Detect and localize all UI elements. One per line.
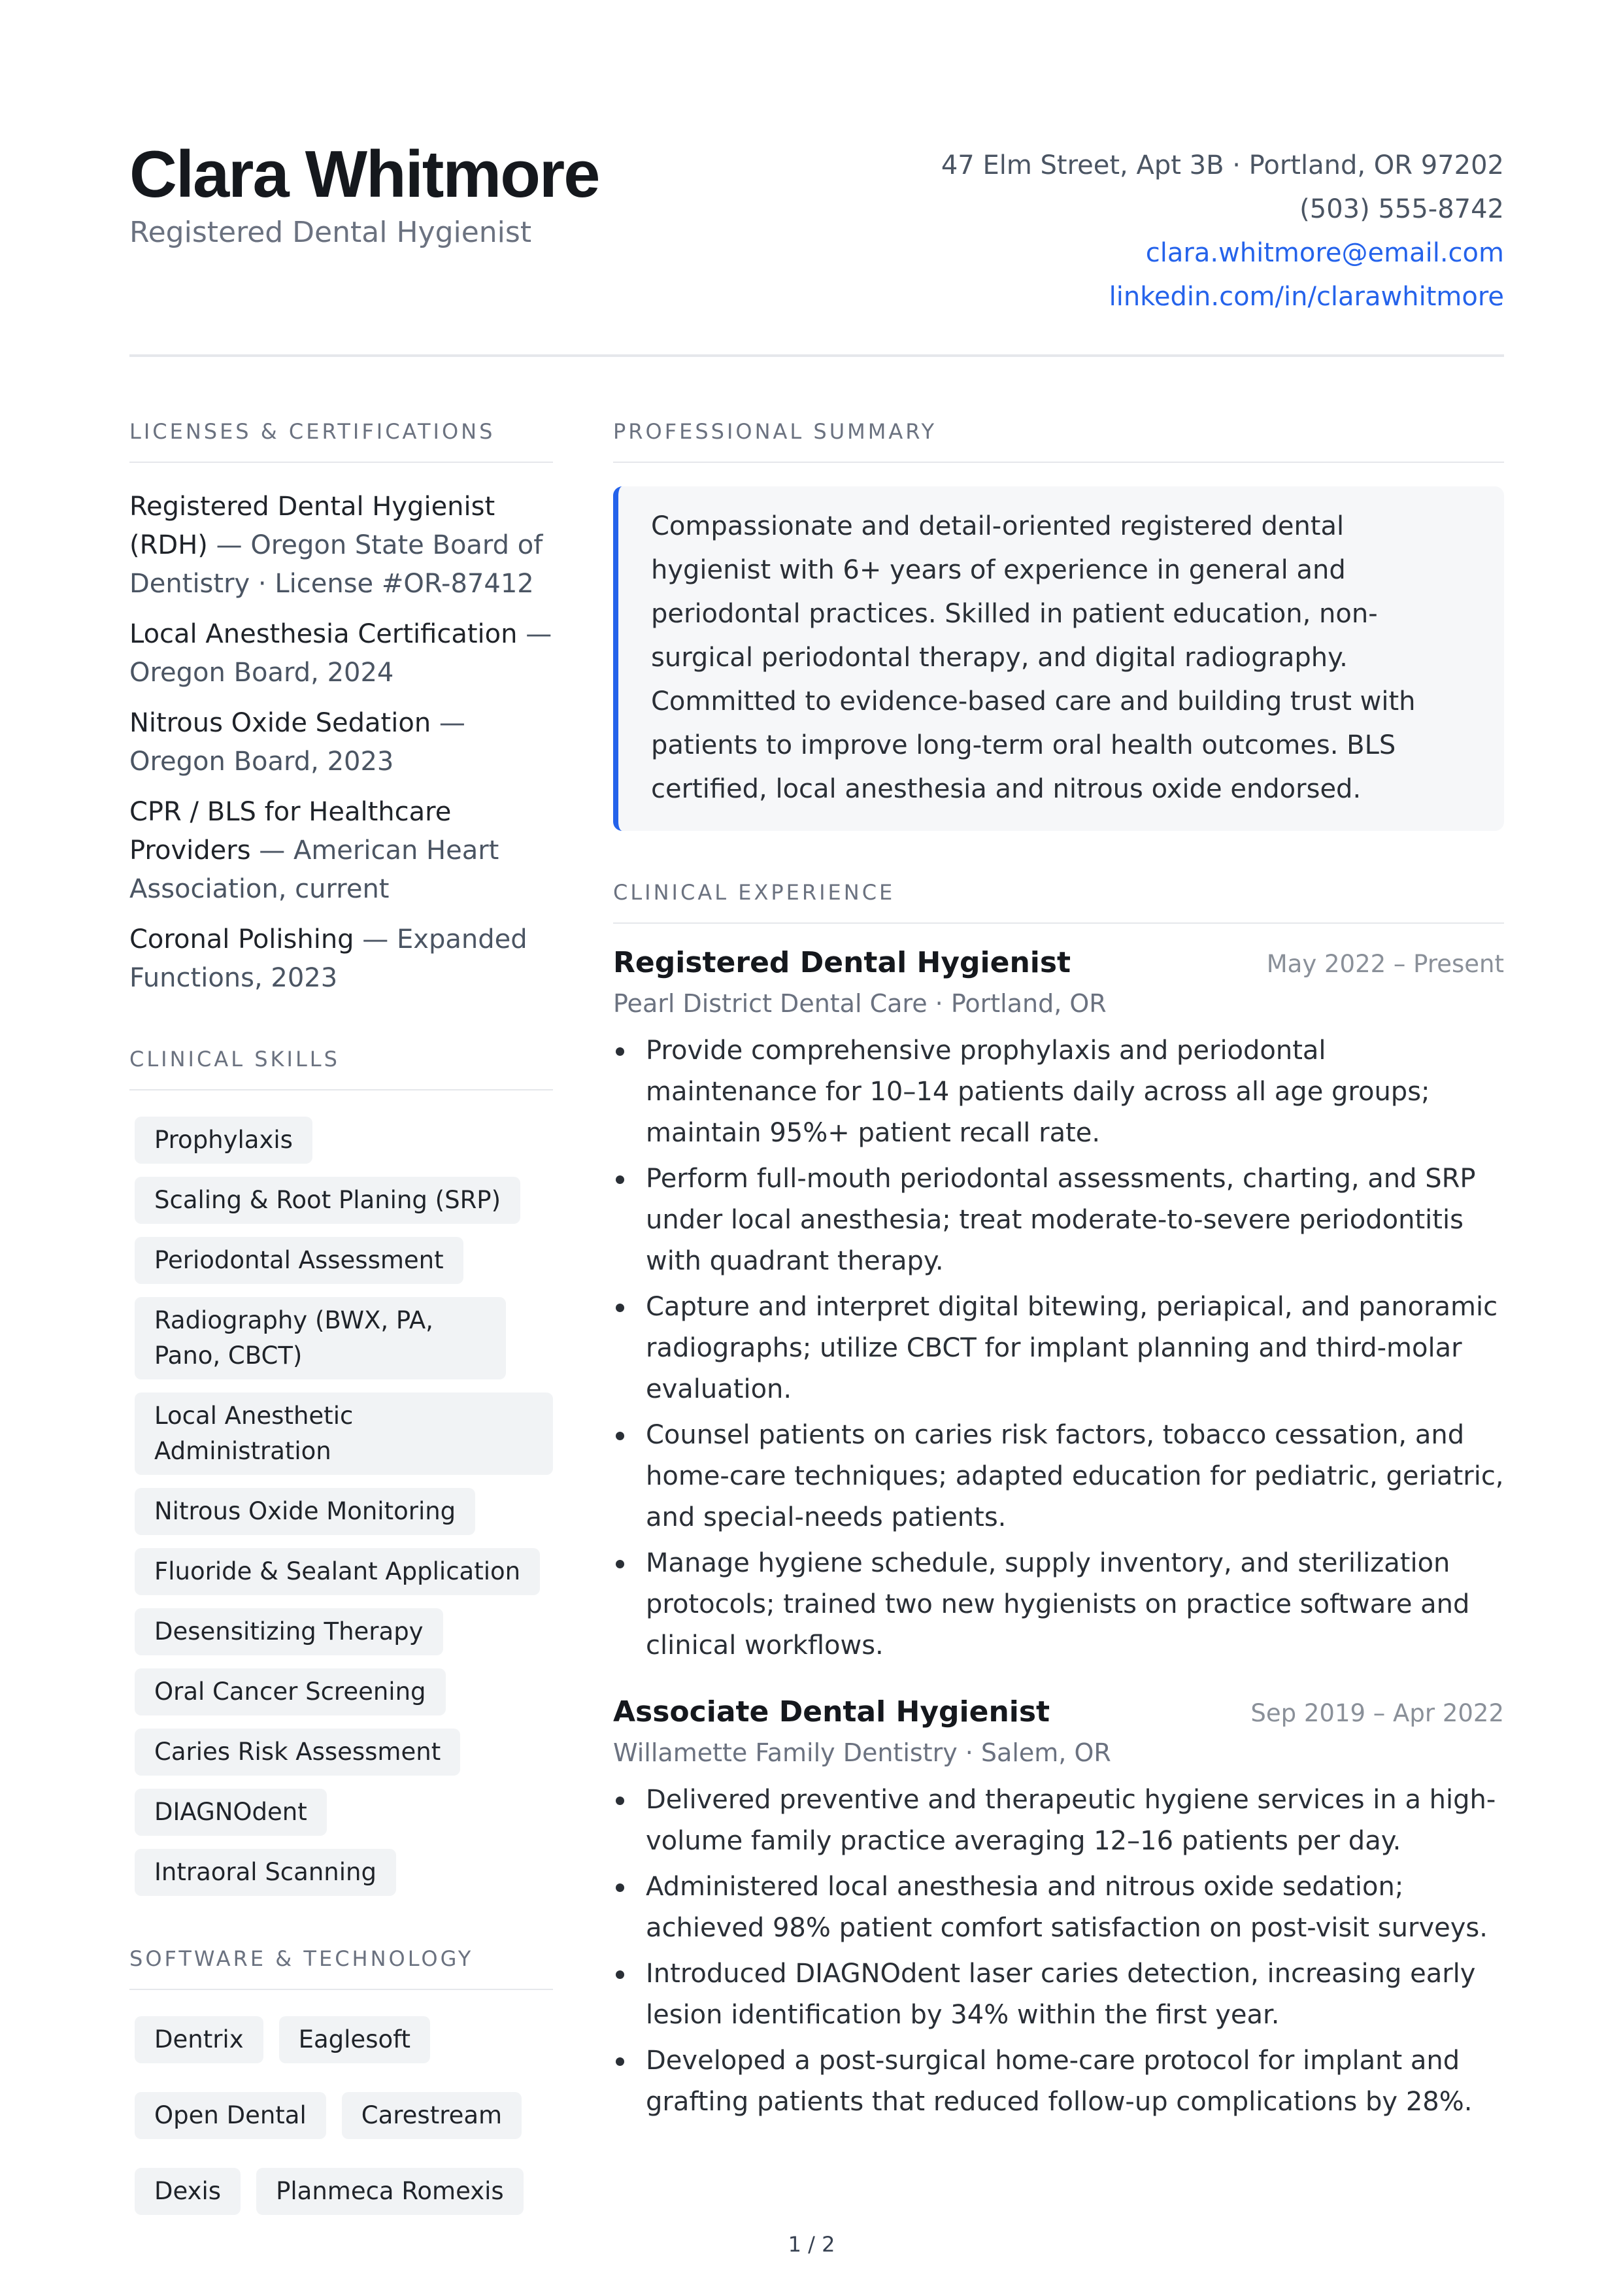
skill-chip: Periodontal Assessment bbox=[135, 1237, 463, 1284]
job-dates: Sep 2019 – Apr 2022 bbox=[1250, 1699, 1504, 1727]
software-chip: Open Dental bbox=[135, 2092, 326, 2139]
skill-chip: Intraoral Scanning bbox=[135, 1849, 396, 1896]
experience-heading: CLINICAL EXPERIENCE bbox=[613, 879, 1504, 924]
resume-page bbox=[129, 0, 1504, 2296]
email-link[interactable]: clara.whitmore@email.com bbox=[1145, 238, 1504, 268]
linkedin-link[interactable]: linkedin.com/in/clarawhitmore bbox=[1109, 282, 1504, 312]
license-item: Local Anesthesia Certification — Oregon Board, 2024 bbox=[129, 619, 552, 688]
skill-chip: Fluoride & Sealant Application bbox=[135, 1548, 540, 1595]
right-column bbox=[613, 418, 1504, 2127]
software-list bbox=[129, 2016, 553, 2215]
license-item: Coronal Polishing — Expanded Functions, 2023 bbox=[129, 924, 527, 993]
job-dates: May 2022 – Present bbox=[1266, 950, 1504, 978]
software-chip: Eaglesoft bbox=[279, 2016, 430, 2063]
address: 47 Elm Street, Apt 3B · Portland, OR 97202 bbox=[941, 150, 1504, 180]
job-title: Registered Dental Hygienist bbox=[613, 946, 1071, 979]
software-chip: Dentrix bbox=[135, 2016, 263, 2063]
software-heading: SOFTWARE & TECHNOLOGY bbox=[129, 1946, 553, 1990]
job-bullets bbox=[613, 1780, 1504, 2123]
skill-chip: Oral Cancer Screening bbox=[135, 1668, 446, 1715]
header-divider bbox=[129, 354, 1504, 357]
software-chip: Planmeca Romexis bbox=[256, 2168, 524, 2215]
software-chip: Carestream bbox=[342, 2092, 522, 2139]
job-employer: Pearl District Dental Care · Portland, OR bbox=[613, 989, 1107, 1018]
bullet-item: Perform full-mouth periodontal assessments, charting, and SRP under local anesthesia; treat moderate-to-severe periodontitis with quadrant therapy. bbox=[613, 1158, 1504, 1282]
skills-list bbox=[129, 1117, 553, 1896]
software-chip: Dexis bbox=[135, 2168, 241, 2215]
skill-chip: Desensitizing Therapy bbox=[135, 1608, 443, 1655]
bullet-item: Delivered preventive and therapeutic hygiene services in a high-volume family practice averaging 12–16 patients per day. bbox=[613, 1780, 1504, 1862]
job-entry bbox=[613, 946, 1504, 1666]
job-employer: Willamette Family Dentistry · Salem, OR bbox=[613, 1738, 1111, 1767]
skill-chip: Local Anesthetic Administration bbox=[135, 1393, 553, 1475]
job-entry bbox=[613, 1695, 1504, 2123]
candidate-name: Clara Whitmore bbox=[129, 138, 599, 211]
skill-chip: Nitrous Oxide Monitoring bbox=[135, 1488, 475, 1535]
skills-heading: CLINICAL SKILLS bbox=[129, 1046, 553, 1090]
bullet-item: Counsel patients on caries risk factors, tobacco cessation, and home-care techniques; adapted education for pediatric, geriatric, and special-needs patients. bbox=[613, 1415, 1504, 1538]
skill-chip: DIAGNOdent bbox=[135, 1789, 327, 1836]
job-header bbox=[613, 946, 1504, 979]
licenses-list bbox=[129, 488, 553, 998]
job-header bbox=[613, 1695, 1504, 1729]
job-title: Associate Dental Hygienist bbox=[613, 1695, 1050, 1729]
skill-chip: Caries Risk Assessment bbox=[135, 1729, 460, 1776]
left-column bbox=[129, 418, 553, 2215]
candidate-role: Registered Dental Hygienist bbox=[129, 216, 532, 249]
contact-block bbox=[941, 144, 1504, 319]
bullet-item: Administered local anesthesia and nitrous oxide sedation; achieved 98% patient comfort satisfaction on post-visit surveys. bbox=[613, 1866, 1504, 1949]
skill-chip: Radiography (BWX, PA, Pano, CBCT) bbox=[135, 1297, 506, 1379]
page-number: 1 / 2 bbox=[788, 2232, 835, 2257]
skill-chip: Prophylaxis bbox=[135, 1117, 312, 1164]
bullet-item: Provide comprehensive prophylaxis and periodontal maintenance for 10–14 patients daily across all age groups; maintain 95%+ patient recall rate. bbox=[613, 1030, 1504, 1154]
job-bullets bbox=[613, 1030, 1504, 1666]
license-item: CPR / BLS for Healthcare Providers — American Heart Association, current bbox=[129, 797, 499, 904]
bullet-item: Manage hygiene schedule, supply inventory, and sterilization protocols; trained two new hygienists on practice software and clinical workflows. bbox=[613, 1543, 1504, 1666]
license-item: Registered Dental Hygienist (RDH) — Oregon State Board of Dentistry · License #OR-87412 bbox=[129, 492, 543, 599]
bullet-item: Introduced DIAGNOdent laser caries detection, increasing early lesion identification by 34% within the first year. bbox=[613, 1953, 1504, 2036]
phone: (503) 555-8742 bbox=[1299, 194, 1504, 224]
bullet-item: Capture and interpret digital bitewing, periapical, and panoramic radiographs; utilize CBCT for implant planning and third-molar evaluation. bbox=[613, 1287, 1504, 1410]
licenses-heading: LICENSES & CERTIFICATIONS bbox=[129, 418, 553, 463]
bullet-item: Developed a post-surgical home-care protocol for implant and grafting patients that reduced follow-up complications by 28%. bbox=[613, 2040, 1504, 2123]
summary-text: Compassionate and detail-oriented registered dental hygienist with 6+ years of experience in general and periodontal practices. Skilled in patient education, non-surgical periodontal therapy, and digital radiography. Committed to evidence-based care and building trust with patients to improve long-term oral health outcomes. BLS certified, local anesthesia and nitrous oxide endorsed. bbox=[613, 486, 1504, 831]
summary-heading: PROFESSIONAL SUMMARY bbox=[613, 418, 1504, 463]
license-item: Nitrous Oxide Sedation — Oregon Board, 2023 bbox=[129, 708, 465, 777]
skill-chip: Scaling & Root Planing (SRP) bbox=[135, 1177, 520, 1224]
